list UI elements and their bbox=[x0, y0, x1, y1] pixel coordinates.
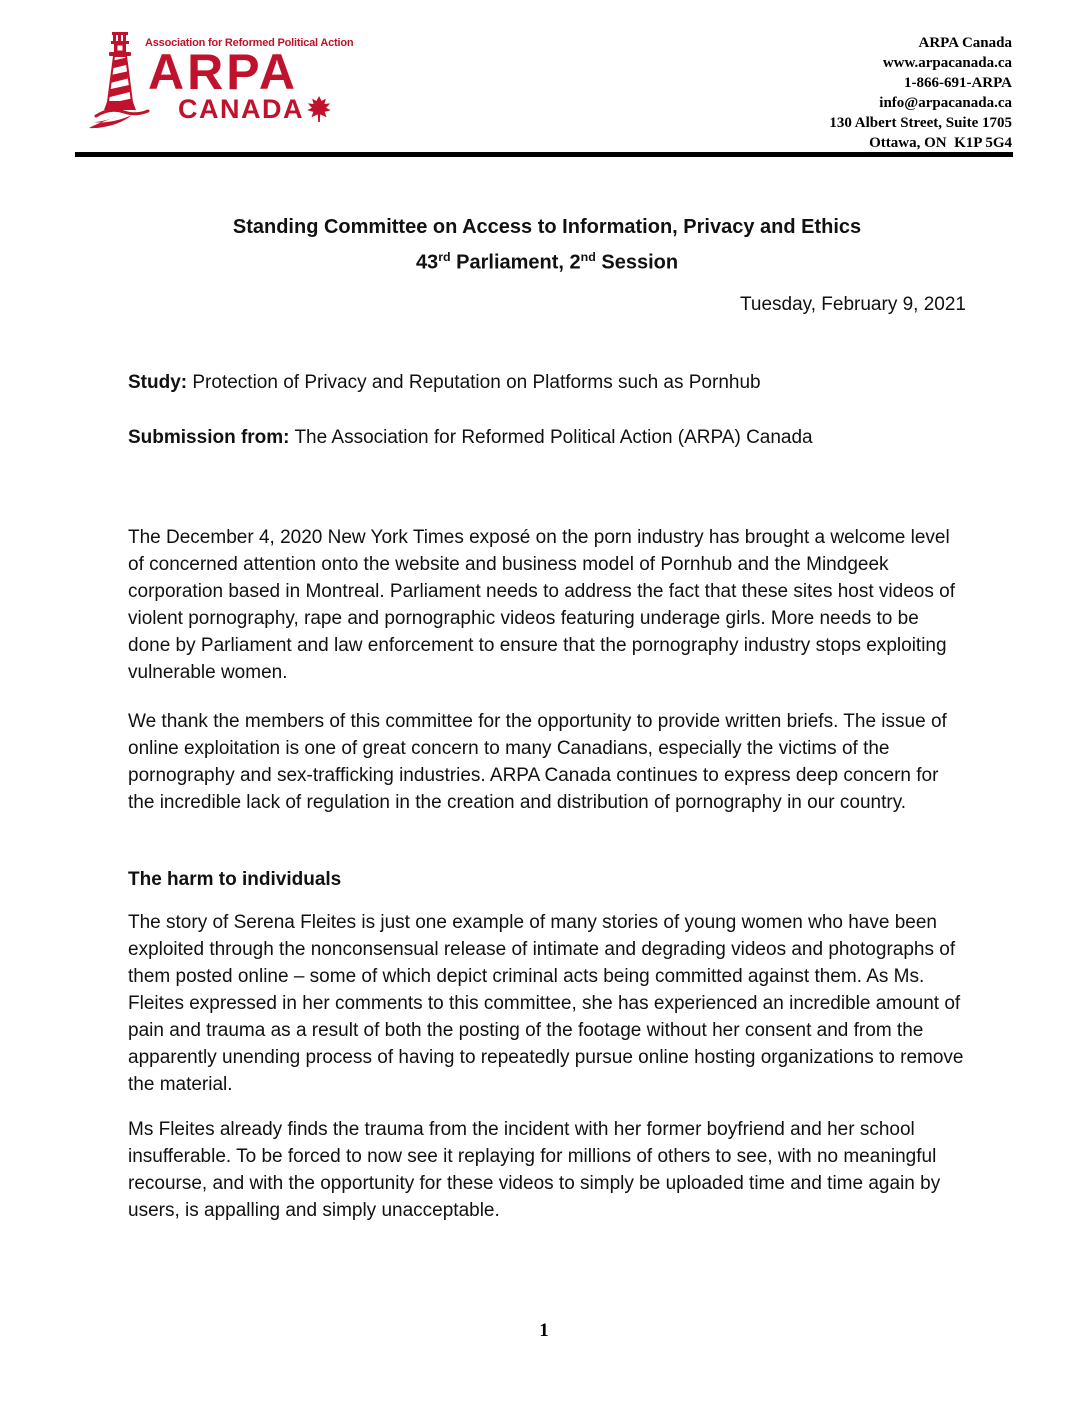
contact-website: www.arpacanada.ca bbox=[882, 55, 1012, 71]
study-label: Study: bbox=[128, 372, 188, 393]
contact-street: 130 Albert Street, Suite 1705 bbox=[829, 115, 1012, 131]
logo-country: CANADA bbox=[178, 94, 304, 124]
document-title-line2: 43rd Parliament, 2nd Session bbox=[415, 250, 679, 274]
contact-org: ARPA Canada bbox=[918, 35, 1012, 51]
submission-label: Submission from: bbox=[128, 427, 290, 448]
contact-email: info@arpacanada.ca bbox=[879, 95, 1012, 111]
logo-tagline: Association for Reformed Political Action bbox=[145, 37, 354, 49]
maple-leaf-icon bbox=[307, 96, 331, 122]
submission-value: The Association for Reformed Political Action (ARPA) Canada bbox=[289, 427, 813, 448]
study-line bbox=[128, 369, 966, 396]
section-heading: The harm to individuals bbox=[128, 869, 342, 890]
contact-city: Ottawa, ON K1P 5G4 bbox=[869, 135, 1012, 151]
submission-line bbox=[128, 424, 966, 451]
body-paragraph: The story of Serena Fleites is just one example of many stories of young women who have been exploited through the nonconsensual release of intimate and degrading videos and photographs of them posted online – some of which depict criminal acts being committed against them. As Ms. Fleites expressed in her comments to this committee, she has experienced an incredible amount of pain and trauma as a result of both the posting of the footage without her consent and from the apparently unending process of having to repeatedly pursue online hosting organizations to remove the material. bbox=[128, 912, 964, 1095]
body-paragraph: Ms Fleites already finds the trauma from the incident with her former boyfriend and her school insufferable. To be forced to now see it replaying for millions of others to see, with no meaningful recourse, and with the opportunity for these videos to simply be uploaded time and time again by users, is appalling and simply unacceptable. bbox=[128, 1119, 941, 1221]
contact-phone: 1-866-691-ARPA bbox=[903, 75, 1012, 91]
body-paragraph: The December 4, 2020 New York Times exposé on the porn industry has brought a welcome level of concerned attention onto the website and business model of Pornhub and the Mindgeek corporation based in Montreal. Parliament needs to address the fact that these sites host videos of violent pornography, rape and pornographic videos featuring underage girls. More needs to be done by Parliament and law enforcement to ensure that the pornography industry stops exploiting vulnerable women. bbox=[128, 527, 955, 683]
header-divider bbox=[75, 152, 1013, 157]
logo-acronym: ARPA bbox=[148, 44, 298, 100]
body-paragraph: We thank the members of this committee for the opportunity to provide written briefs. The issue of online exploitation is one of great concern to many Canadians, especially the victims of the pornography and sex-trafficking industries. ARPA Canada continues to express deep concern for the incredible lack of regulation in the creation and distribution of pornography in our country. bbox=[128, 711, 947, 813]
logo-country-row bbox=[178, 96, 331, 123]
arpa-logo bbox=[88, 30, 358, 145]
study-value: Protection of Privacy and Reputation on Platforms such as Pornhub bbox=[187, 372, 761, 393]
contact-block bbox=[829, 33, 1012, 153]
document-date: Tuesday, February 9, 2021 bbox=[739, 294, 966, 315]
document-title bbox=[128, 212, 966, 278]
document-title-line1: Standing Committee on Access to Information, Privacy and Ethics bbox=[232, 216, 862, 238]
page-number: 1 bbox=[539, 1320, 549, 1341]
